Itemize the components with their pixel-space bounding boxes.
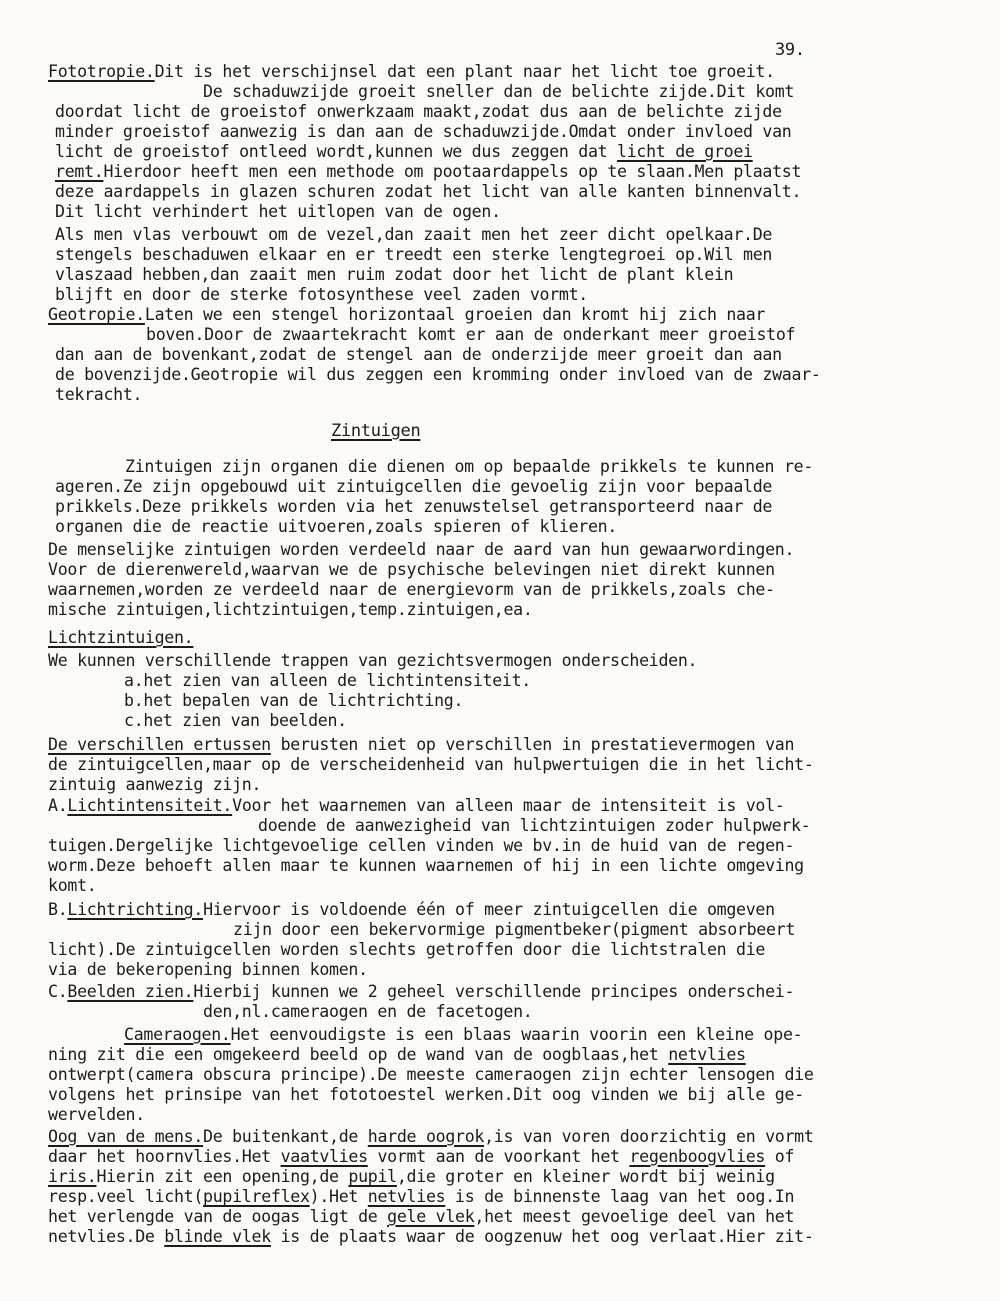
page-number: 39.	[775, 40, 805, 60]
fototropie-line-2: De schaduwzijde groeit sneller dan de belichte zijde.Dit komt	[203, 82, 795, 101]
c-line-4: ning zit die een omgekeerd beeld op de wand van de oogblaas,het netvlies	[48, 1045, 746, 1064]
oog-line-6: netvlies.De blinde vlek is de plaats waar de oogzenuw het oog verlaat.Hier zit-	[48, 1227, 814, 1246]
oog-line-1: Oog van de mens.De buitenkant,de harde oogrok,is van voren doorzichtig en vormt	[48, 1127, 814, 1146]
oog-line-3: iris.Hierin zit een opening,de pupil,die groter en kleiner wordt bij weinig	[48, 1167, 775, 1186]
lichtzintuigen-line-3: de zintuigcellen,maar op de verscheidenheid van hulpwertuigen die in het licht-	[48, 755, 814, 774]
fototropie-line-7: deze aardappels in glazen schuren zodat het licht van alle kanten binnenvalt.	[55, 182, 802, 201]
b-line-3: licht).De zintuigcellen worden slechts getroffen door die lichtstralen die	[48, 940, 766, 959]
c-line-1: C.Beelden zien.Hierbij kunnen we 2 geheel verschillende principes onderschei-	[48, 982, 795, 1001]
underlined-term: gele vlek	[387, 1207, 475, 1226]
fototropie-line-9: Als men vlas verbouwt om de vezel,dan zaait men het zeer dicht opelkaar.De	[55, 225, 773, 244]
fototropie-line-4: minder groeistof aanwezig is dan aan de schaduwzijde.Omdat onder invloed van	[55, 122, 792, 141]
oog-heading: Oog van de mens.	[48, 1127, 204, 1146]
list-item-b: b.het bepalen van de lichtrichting.	[124, 691, 464, 710]
section-title: Zintuigen	[331, 421, 421, 441]
c-line-7: wervelden.	[48, 1105, 145, 1124]
c-line-6: volgens het prinsipe van het fototoestel werken.Dit oog vinden we bij alle ge-	[48, 1085, 804, 1104]
geotropie-line-2: boven.Door de zwaartekracht komt er aan de onderkant meer groeistof	[146, 325, 796, 344]
zintuigen-line-2: ageren.Ze zijn opgebouwd uit zintuigcellen die gevoelig zijn voor bepaalde	[55, 477, 773, 496]
c-line-3: Cameraogen.Het eenvoudigste is een blaas waarin voorin een kleine ope-	[124, 1025, 803, 1044]
list-item-c: c.het zien van beelden.	[124, 711, 347, 730]
underlined-term: blinde vlek	[164, 1227, 271, 1246]
fototropie-line-8: Dit licht verhindert het uitlopen van de ogen.	[55, 202, 501, 221]
zintuigen-line-6: Voor de dierenwereld,waarvan we de psychische belevingen niet direkt kunnen	[48, 560, 775, 579]
underlined-term: remt.	[55, 162, 104, 181]
fototropie-line-6: remt.Hierdoor heeft men een methode om pootaardappels op te slaan.Men plaatst	[55, 162, 802, 181]
zintuigen-line-5: De menselijke zintuigen worden verdeeld naar de aard van hun gewaarwordingen.	[48, 540, 795, 559]
b-line-4: via de bekeropening binnen komen.	[48, 960, 368, 979]
b-heading: Lichtrichting.	[67, 900, 204, 919]
list-item-a: a.het zien van alleen de lichtintensiteit.	[124, 671, 531, 690]
geotropie-line-3: dan aan de bovenkant,zodat de stengel aan de onderzijde meer groeit dan aan	[55, 345, 782, 364]
oog-line-4: resp.veel licht(pupilreflex).Het netvlies is de binnenste laag van het oog.In	[48, 1187, 795, 1206]
a-line-3: tuigen.Dergelijke lichtgevoelige cellen vinden we bv.in de huid van de regen-	[48, 836, 795, 855]
oog-line-5: het verlengde van de oogas ligt de gele vlek,het meest gevoelige deel van het	[48, 1207, 795, 1226]
geotropie-line-5: tekracht.	[55, 385, 143, 404]
fototropie-line-5: licht de groeistof ontleed wordt,kunnen we dus zeggen dat licht de groei	[55, 142, 753, 161]
underlined-term: pupilreflex	[203, 1187, 310, 1206]
underlined-term: harde oogrok	[367, 1127, 485, 1146]
c-heading: Beelden zien.	[67, 982, 194, 1001]
b-line-1: B.Lichtrichting.Hiervoor is voldoende één of meer zintuigcellen die omgeven	[48, 900, 775, 919]
fototropie-line-10: stengels beschaduwen elkaar en er treedt een sterke lengtegroei op.Wil men	[55, 245, 773, 264]
underlined-term: pupil	[348, 1167, 397, 1186]
a-line-2: doende de aanwezigheid van lichtzintuigen zoder hulpwerk-	[258, 816, 811, 835]
fototropie-heading: Fototropie.	[48, 62, 155, 81]
zintuigen-line-4: organen die de reactie uitvoeren,zoals spieren of klieren.	[55, 517, 618, 536]
a-line-5: komt.	[48, 876, 97, 895]
underlined-term: regenboogvlies	[629, 1147, 766, 1166]
lichtzintuigen-line-1: We kunnen verschillende trappen van gezichtsvermogen onderscheiden.	[48, 651, 698, 670]
a-line-1: A.Lichtintensiteit.Voor het waarnemen van alleen maar de intensiteit is vol-	[48, 796, 785, 815]
oog-line-2: daar het hoornvlies.Het vaatvlies vormt aan de voorkant het regenboogvlies of	[48, 1147, 795, 1166]
lichtzintuigen-line-2: De verschillen ertussen berusten niet op verschillen in prestatievermogen van	[48, 735, 795, 754]
underlined-term: vaatvlies	[280, 1147, 368, 1166]
fototropie-line-12: blijft en door de sterke fotosynthese veel zaden vormt.	[55, 285, 588, 304]
geotropie-line-4: de bovenzijde.Geotropie wil dus zeggen een kromming onder invloed van de zwaar-	[55, 365, 821, 384]
underlined-term: netvlies	[367, 1187, 446, 1206]
fototropie-line-1: Fototropie.Dit is het verschijnsel dat een plant naar het licht toe groeit.	[48, 62, 775, 81]
underlined-term: iris.	[48, 1167, 97, 1186]
geotropie-line-1: Geotropie.Laten we een stengel horizontaal groeien dan kromt hij zich naar	[48, 305, 766, 324]
lichtzintuigen-heading: Lichtzintuigen.	[48, 628, 194, 647]
fototropie-line-11: vlaszaad hebben,dan zaait men ruim zodat door het licht de plant klein	[55, 265, 734, 284]
geotropie-heading: Geotropie.	[48, 305, 145, 324]
b-line-2: zijn door een bekervormige pigmentbeker(pigment absorbeert	[233, 920, 796, 939]
c-line-5: ontwerpt(camera obscura principe).De meeste cameraogen zijn echter lensogen die	[48, 1065, 814, 1084]
underlined-term: De verschillen ertussen	[48, 735, 271, 754]
a-heading: Lichtintensiteit.	[67, 796, 233, 815]
zintuigen-line-3: prikkels.Deze prikkels worden via het zenuwstelsel getransporteerd naar de	[55, 497, 773, 516]
lichtzintuigen-line-4: zintuig aanwezig zijn.	[48, 775, 262, 794]
zintuigen-line-1: Zintuigen zijn organen die dienen om op bepaalde prikkels te kunnen re-	[125, 457, 814, 476]
zintuigen-line-7: waarnemen,worden ze verdeeld naar de energievorm van de prikkels,zoals che-	[48, 580, 775, 599]
cameraogen-heading: Cameraogen.	[124, 1025, 231, 1044]
underlined-term: licht de groei	[617, 142, 753, 161]
fototropie-line-3: doordat licht de groeistof onwerkzaam maakt,zodat dus aan de belichte zijde	[55, 102, 782, 121]
a-line-4: worm.Deze behoeft allen maar te kunnen waarnemen of hij in een lichte omgeving	[48, 856, 804, 875]
underlined-term: netvlies	[668, 1045, 746, 1064]
zintuigen-line-8: mische zintuigen,lichtzintuigen,temp.zintuigen,ea.	[48, 600, 533, 619]
c-line-2: den,nl.cameraogen en de facetogen.	[203, 1002, 533, 1021]
